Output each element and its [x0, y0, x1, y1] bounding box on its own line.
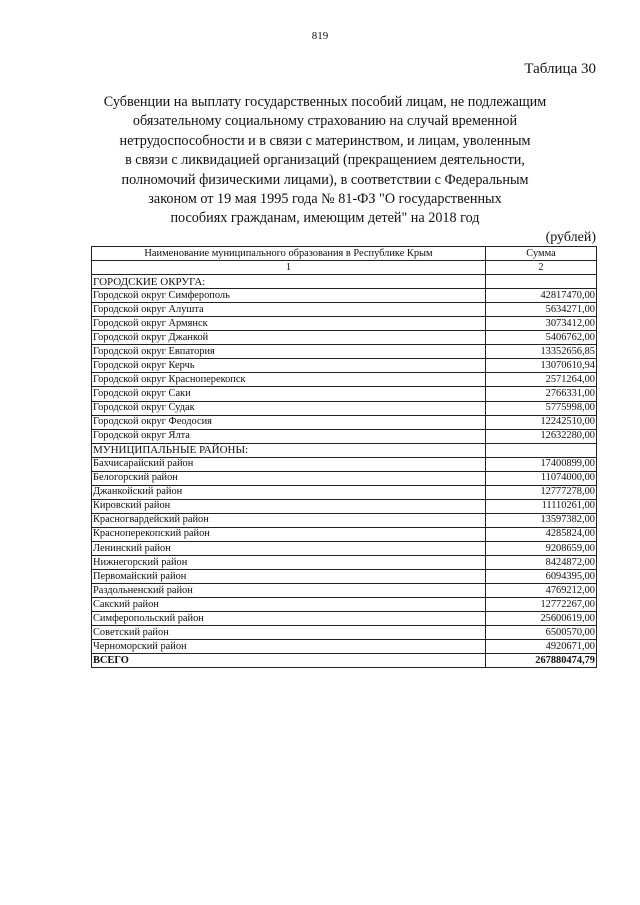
table-row	[92, 598, 597, 612]
row-name: Симферопольский район	[92, 612, 486, 626]
row-name: Городской округ Саки	[92, 387, 486, 401]
document-title	[90, 93, 560, 229]
row-sum: 13070610,94	[486, 359, 597, 373]
row-sum: 13352656,85	[486, 345, 597, 359]
row-name: Нижнегорский район	[92, 556, 486, 570]
table-row	[92, 570, 597, 584]
row-sum: 4769212,00	[486, 584, 597, 598]
table-row	[92, 513, 597, 527]
row-name: Черноморский район	[92, 640, 486, 654]
row-sum: 3073412,00	[486, 317, 597, 331]
row-name: Сакский район	[92, 598, 486, 612]
table-row	[92, 499, 597, 513]
row-sum: 12772267,00	[486, 598, 597, 612]
row-name: МУНИЦИПАЛЬНЫЕ РАЙОНЫ:	[92, 443, 486, 457]
table-row	[92, 541, 597, 555]
column-number-row	[92, 261, 597, 275]
header-name: Наименование муниципального образования в Республике Крым	[92, 247, 486, 261]
title-line: законом от 19 мая 1995 года № 81-ФЗ "О государственных	[148, 191, 502, 208]
row-name: Городской округ Красноперекопск	[92, 373, 486, 387]
row-sum: 11110261,00	[486, 499, 597, 513]
column-number-2: 2	[486, 261, 597, 275]
row-sum: 17400899,00	[486, 457, 597, 471]
header-sum: Сумма	[486, 247, 597, 261]
row-name: Первомайский район	[92, 570, 486, 584]
table-row	[92, 626, 597, 640]
row-name: Раздольненский район	[92, 584, 486, 598]
table-row	[92, 317, 597, 331]
row-name: Городской округ Евпатория	[92, 345, 486, 359]
row-sum: 5775998,00	[486, 401, 597, 415]
row-sum: 42817470,00	[486, 289, 597, 303]
table-row	[92, 640, 597, 654]
row-sum	[486, 275, 597, 289]
table-row	[92, 345, 597, 359]
row-name: Городской округ Керчь	[92, 359, 486, 373]
table-body	[92, 275, 597, 668]
table-row	[92, 485, 597, 499]
section-row	[92, 443, 597, 457]
row-sum: 9208659,00	[486, 541, 597, 555]
title-line: в связи с ликвидацией организаций (прекращением деятельности,	[125, 152, 525, 169]
table-row	[92, 471, 597, 485]
row-sum: 4920671,00	[486, 640, 597, 654]
subventions-table	[91, 246, 597, 668]
table-row	[92, 584, 597, 598]
row-name: Ленинский район	[92, 541, 486, 555]
title-line: нетрудоспособности и в связи с материнством, и лицам, уволенным	[119, 132, 531, 149]
row-name: Белогорский район	[92, 471, 486, 485]
row-name: Городской округ Феодосия	[92, 415, 486, 429]
row-sum	[486, 443, 597, 457]
row-sum: 2571264,00	[486, 373, 597, 387]
row-name: Красногвардейский район	[92, 513, 486, 527]
title-line: полномочий физическими лицами), в соответствии с Федеральным	[121, 171, 529, 188]
row-sum: 267880474,79	[486, 654, 597, 668]
header-row	[92, 247, 597, 261]
table-row	[92, 527, 597, 541]
row-sum: 6500570,00	[486, 626, 597, 640]
title-line: Субвенции на выплату государственных пособий лицам, не подлежащим	[103, 94, 547, 110]
table-row	[92, 289, 597, 303]
table-row	[92, 303, 597, 317]
unit-label: (рублей)	[545, 230, 596, 245]
row-name: Городской округ Симферополь	[92, 289, 486, 303]
row-name: Городской округ Алушта	[92, 303, 486, 317]
row-name: ГОРОДСКИЕ ОКРУГА:	[92, 275, 486, 289]
row-sum: 11074000,00	[486, 471, 597, 485]
table-row	[92, 612, 597, 626]
table-row	[92, 556, 597, 570]
table-row	[92, 429, 597, 443]
table-row	[92, 387, 597, 401]
table-row	[92, 373, 597, 387]
row-sum: 4285824,00	[486, 527, 597, 541]
section-row	[92, 275, 597, 289]
row-sum: 2766331,00	[486, 387, 597, 401]
row-name: Джанкойский район	[92, 485, 486, 499]
row-sum: 13597382,00	[486, 513, 597, 527]
table-label: Таблица 30	[524, 61, 596, 77]
table-row	[92, 359, 597, 373]
row-name: Советский район	[92, 626, 486, 640]
row-name: Кировский район	[92, 499, 486, 513]
row-sum: 25600619,00	[486, 612, 597, 626]
row-name: Городской округ Ялта	[92, 429, 486, 443]
row-name: Городской округ Армянск	[92, 317, 486, 331]
row-sum: 12777278,00	[486, 485, 597, 499]
row-name: Бахчисарайский район	[92, 457, 486, 471]
row-name: Городской округ Джанкой	[92, 331, 486, 345]
row-sum: 5634271,00	[486, 303, 597, 317]
row-name: Красноперекопский район	[92, 527, 486, 541]
title-line: пособиях гражданам, имеющим детей" на 2018 год	[170, 210, 480, 227]
table-row	[92, 401, 597, 415]
row-name: ВСЕГО	[92, 654, 486, 668]
table-row	[92, 331, 597, 345]
row-sum: 8424872,00	[486, 556, 597, 570]
row-name: Городской округ Судак	[92, 401, 486, 415]
title-line: обязательному социальному страхованию на случай временной	[132, 113, 518, 130]
table-row	[92, 457, 597, 471]
row-sum: 5406762,00	[486, 331, 597, 345]
row-sum: 6094395,00	[486, 570, 597, 584]
page-number: 819	[311, 30, 329, 42]
column-number-1: 1	[92, 261, 486, 275]
total-row	[92, 654, 597, 668]
table-row	[92, 415, 597, 429]
row-sum: 12632280,00	[486, 429, 597, 443]
row-sum: 12242510,00	[486, 415, 597, 429]
